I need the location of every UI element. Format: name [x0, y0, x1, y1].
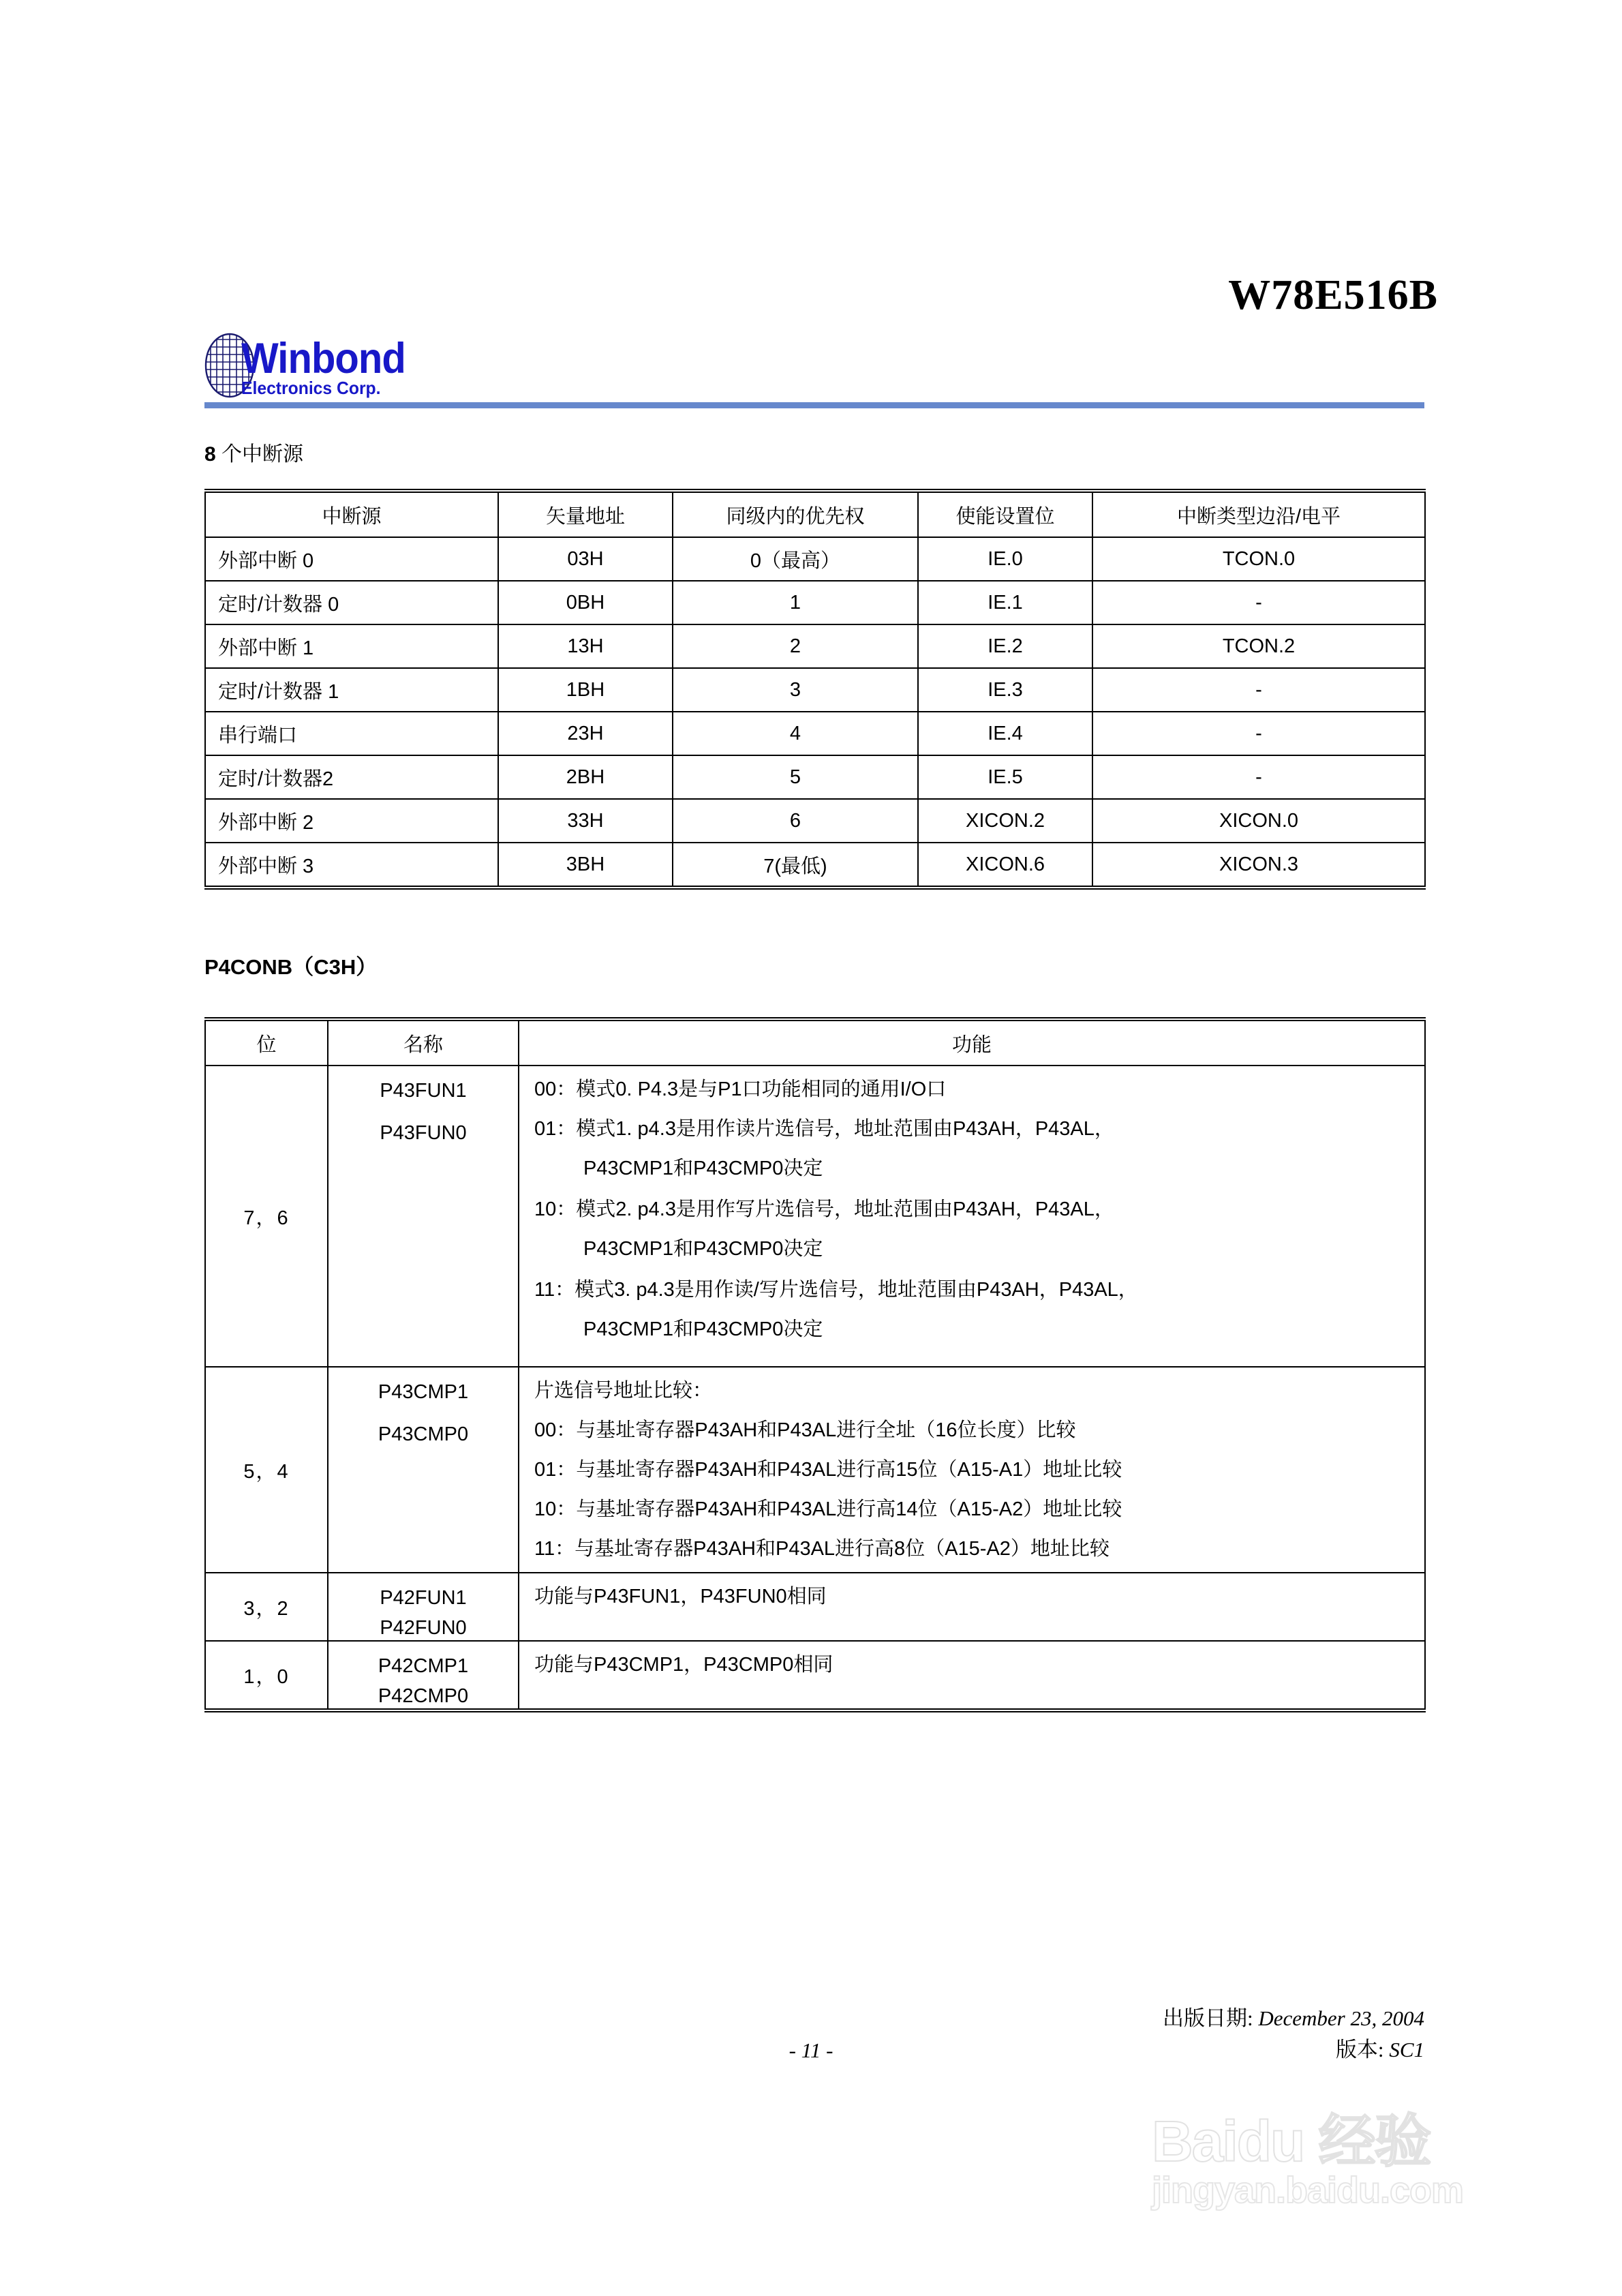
cell-priority: 1 [673, 581, 918, 624]
logo-subtitle: Electronics Corp. [241, 378, 381, 398]
publish-date-label: 出版日期: [1162, 2006, 1259, 2030]
cell-source: 定时/计数器 1 [205, 668, 498, 712]
column-header: 使能设置位 [918, 491, 1092, 537]
cell-vector: 2BH [498, 755, 673, 799]
column-header: 功能 [519, 1019, 1425, 1066]
cell-type: XICON.0 [1092, 799, 1425, 843]
cell-enable-bit: IE.0 [918, 537, 1092, 581]
cell-vector: 13H [498, 624, 673, 668]
cell-vector: 33H [498, 799, 673, 843]
table-row [205, 1066, 1425, 1367]
cell-source: 串行端口 [205, 712, 498, 755]
cell-function [519, 1573, 1425, 1641]
cell-enable-bit: IE.1 [918, 581, 1092, 624]
cell-source: 定时/计数器 0 [205, 581, 498, 624]
cell-enable-bit: IE.5 [918, 755, 1092, 799]
table-row [205, 1641, 1425, 1710]
column-header: 位 [205, 1019, 328, 1066]
function-line-continued: P43CMP1和P43CMP0决定 [583, 1318, 823, 1340]
register-name: P42CMP0 [378, 1685, 469, 1707]
table-row [205, 1367, 1425, 1573]
cell-type: XICON.3 [1092, 843, 1425, 888]
cell-priority: 6 [673, 799, 918, 843]
cell-source: 外部中断 0 [205, 537, 498, 581]
cell-source: 外部中断 2 [205, 799, 498, 843]
register-name: P43FUN0 [380, 1122, 467, 1144]
interrupt-label-rest: 个中断源 [215, 443, 304, 466]
cell-priority: 2 [673, 624, 918, 668]
function-line-continued: P43CMP1和P43CMP0决定 [583, 1158, 823, 1179]
register-name: P42CMP1 [378, 1655, 469, 1677]
cell-vector: 0BH [498, 581, 673, 624]
function-line: 10：模式2. p4.3是用作写片选信号，地址范围由P43AH，P43AL， [534, 1198, 1114, 1220]
column-header: 名称 [328, 1019, 519, 1066]
cell-enable-bit: IE.2 [918, 624, 1092, 668]
cell-vector: 3BH [498, 843, 673, 888]
table-row [205, 755, 1425, 799]
cell-enable-bit: IE.3 [918, 668, 1092, 712]
table-header-row [205, 1019, 1425, 1066]
cell-enable-bit: XICON.2 [918, 799, 1092, 843]
baidu-watermark [1152, 2110, 1574, 2211]
interrupt-sources-table [204, 489, 1426, 890]
p4conb-section-label: P4CONB（C3H） [204, 955, 378, 979]
register-name: P42FUN0 [380, 1617, 467, 1639]
table-row [205, 712, 1425, 755]
function-line: 00：模式0. P4.3是与P1口功能相同的通用I/O口 [534, 1078, 947, 1100]
cell-priority: 4 [673, 712, 918, 755]
table-row [205, 799, 1425, 843]
function-line: 11：与基址寄存器P43AH和P43AL进行高8位（A15-A2）地址比较 [534, 1538, 1110, 1560]
page-title: W78E516B [1228, 272, 1438, 318]
table-row [205, 537, 1425, 581]
interrupt-section-label [204, 443, 303, 466]
function-line: 10：与基址寄存器P43AH和P43AL进行高14位（A15-A2）地址比较 [534, 1498, 1122, 1520]
cell-function [519, 1367, 1425, 1573]
function-line-continued: P43CMP1和P43CMP0决定 [583, 1238, 823, 1260]
publish-date-value: December 23, 2004 [1258, 2006, 1424, 2030]
cell-type: TCON.2 [1092, 624, 1425, 668]
cell-priority: 7(最低) [673, 843, 918, 888]
cell-type: - [1092, 668, 1425, 712]
table-row [205, 843, 1425, 888]
function-line: 01：模式1. p4.3是用作读片选信号，地址范围由P43AH，P43AL， [534, 1118, 1114, 1140]
cell-enable-bit: IE.4 [918, 712, 1092, 755]
cell-name [328, 1066, 519, 1367]
table-row [205, 581, 1425, 624]
version-label: 版本: [1335, 2038, 1390, 2061]
cell-bit: 7，6 [205, 1066, 328, 1367]
cell-priority: 3 [673, 668, 918, 712]
name-list [328, 1368, 518, 1447]
name-list [328, 1066, 518, 1145]
register-name: P43CMP0 [378, 1423, 469, 1445]
function-line: 01：与基址寄存器P43AH和P43AL进行高15位（A15-A1）地址比较 [534, 1459, 1122, 1481]
p4conb-register-table [204, 1017, 1426, 1712]
version-value: SC1 [1389, 2038, 1424, 2061]
cell-bit: 5，4 [205, 1367, 328, 1573]
register-name: P42FUN1 [380, 1587, 467, 1609]
table-row [205, 668, 1425, 712]
cell-function [519, 1066, 1425, 1367]
column-header: 中断源 [205, 491, 498, 537]
column-header: 中断类型边沿/电平 [1092, 491, 1425, 537]
name-list [328, 1642, 518, 1708]
register-name: P43CMP1 [378, 1381, 469, 1403]
cell-source: 定时/计数器2 [205, 755, 498, 799]
cell-type: - [1092, 755, 1425, 799]
winbond-logo [204, 333, 420, 398]
cell-enable-bit: XICON.6 [918, 843, 1092, 888]
watermark-url: jingyan.baidu.com [1152, 2170, 1464, 2211]
cell-vector: 1BH [498, 668, 673, 712]
header-divider [204, 402, 1424, 408]
cell-source: 外部中断 1 [205, 624, 498, 668]
function-line: 00：与基址寄存器P43AH和P43AL进行全址（16位长度）比较 [534, 1419, 1076, 1441]
column-header: 同级内的优先权 [673, 491, 918, 537]
interrupt-count: 8 [204, 443, 216, 466]
cell-vector: 23H [498, 712, 673, 755]
register-name: P43FUN1 [380, 1080, 467, 1102]
function-line: 功能与P43CMP1，P43CMP0相同 [534, 1654, 833, 1676]
table-header-row [205, 491, 1425, 537]
cell-name [328, 1641, 519, 1710]
cell-bit: 1，0 [205, 1641, 328, 1710]
logo-name: Winbond [241, 335, 406, 382]
cell-type: - [1092, 581, 1425, 624]
logo-wordmark [241, 335, 420, 398]
cell-priority: 5 [673, 755, 918, 799]
name-list [328, 1573, 518, 1640]
table-row [205, 1573, 1425, 1641]
watermark-brand: Baidu 经验 [1152, 2109, 1430, 2173]
table-row [205, 624, 1425, 668]
cell-priority: 0（最高） [673, 537, 918, 581]
footer-publish-date-line [1163, 2003, 1424, 2034]
page-number: - 11 - [789, 2038, 833, 2062]
cell-function [519, 1641, 1425, 1710]
cell-vector: 03H [498, 537, 673, 581]
function-intro: 片选信号地址比较： [534, 1380, 713, 1402]
function-line: 11：模式3. p4.3是用作读/写片选信号，地址范围由P43AH，P43AL， [534, 1279, 1138, 1301]
cell-name [328, 1367, 519, 1573]
cell-type: - [1092, 712, 1425, 755]
column-header: 矢量地址 [498, 491, 673, 537]
cell-type: TCON.0 [1092, 537, 1425, 581]
cell-name [328, 1573, 519, 1641]
function-line: 功能与P43FUN1，P43FUN0相同 [534, 1586, 827, 1607]
cell-bit: 3，2 [205, 1573, 328, 1641]
cell-source: 外部中断 3 [205, 843, 498, 888]
